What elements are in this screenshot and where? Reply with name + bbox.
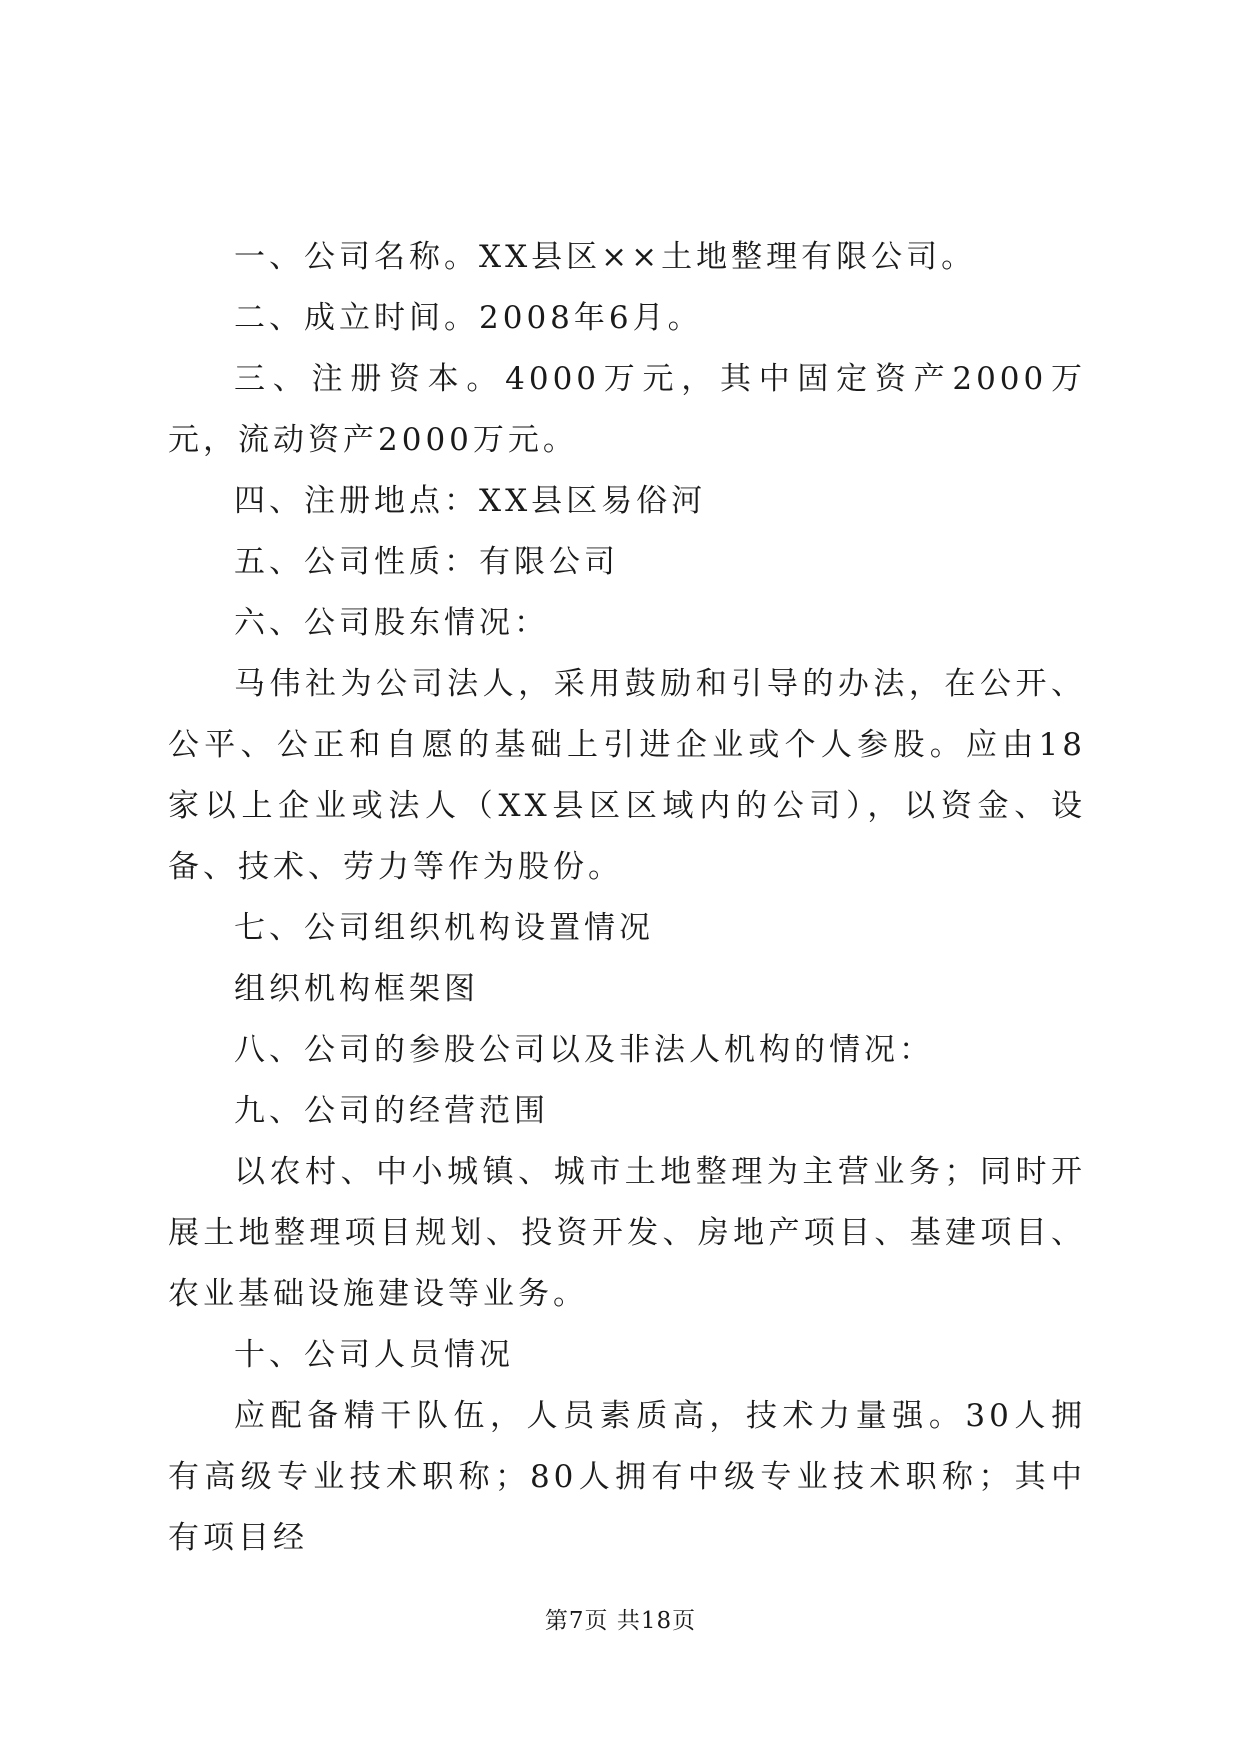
paragraph-business-scope-heading: 九、公司的经营范围 (234, 1093, 549, 1129)
paragraph-registered-capital: 三、注册资本。4000万元，其中固定资产2000万元，流动资产2000万元。 (168, 361, 1086, 458)
paragraph-founding-date: 二、成立时间。2008年6月。 (234, 300, 703, 336)
paragraph-staff-detail: 应配备精干队伍，人员素质高，技术力量强。30人拥有高级专业技术职称；80人拥有中级专业技术职称；其中有项目经 (168, 1398, 1086, 1556)
paragraph-staff-heading: 十、公司人员情况 (234, 1337, 514, 1373)
paragraph-organization-heading: 七、公司组织机构设置情况 (234, 910, 654, 946)
paragraph-shareholders-detail: 马伟社为公司法人，采用鼓励和引导的办法，在公开、公平、公正和自愿的基础上引进企业或个人参股。应由18家以上企业或法人（XX县区区域内的公司），以资金、设备、技术、劳力等作为股份。 (168, 666, 1086, 885)
paragraph-registered-location: 四、注册地点：XX县区易俗河 (234, 483, 707, 519)
paragraph-company-type: 五、公司性质：有限公司 (234, 544, 619, 580)
paragraph-business-scope-detail: 以农村、中小城镇、城市土地整理为主营业务；同时开展土地整理项目规划、投资开发、房地产项目、基建项目、农业基础设施建设等业务。 (168, 1154, 1086, 1312)
page-number-footer: 第7页 共18页 (544, 1608, 697, 1634)
document-body (168, 227, 1086, 1569)
paragraph-shareholders-heading: 六、公司股东情况： (234, 605, 549, 641)
paragraph-affiliates-heading: 八、公司的参股公司以及非法人机构的情况： (234, 1032, 934, 1068)
paragraph-company-name: 一、公司名称。XX县区××土地整理有限公司。 (234, 239, 977, 275)
paragraph-organization-chart: 组织机构框架图 (234, 971, 479, 1007)
